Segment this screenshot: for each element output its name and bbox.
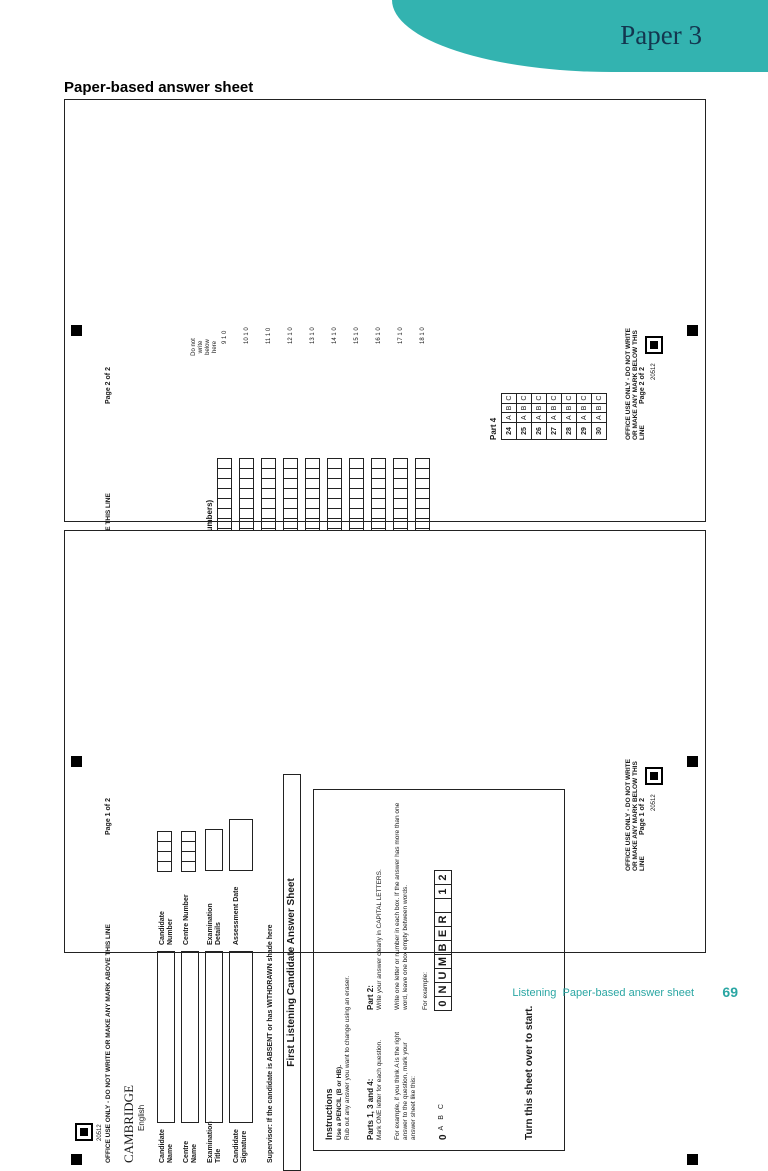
score-lozenge: 16 1 0	[375, 327, 382, 344]
letter-box[interactable]	[393, 518, 408, 529]
letter-box[interactable]	[305, 508, 320, 519]
example-letter-box: M	[434, 954, 452, 969]
letter-box[interactable]	[261, 498, 276, 509]
page-number: 69	[722, 984, 738, 1000]
example-letter-box: B	[434, 940, 452, 955]
letter-box[interactable]	[415, 508, 430, 519]
cambridge-logo: CAMBRIDGE	[121, 1084, 136, 1163]
score-lozenge: 10 1 0	[243, 327, 250, 344]
example-letter-box: 1	[434, 884, 452, 899]
letter-box[interactable]	[217, 508, 232, 519]
letter-box[interactable]	[239, 488, 254, 499]
letter-box[interactable]	[371, 498, 386, 509]
letter-box[interactable]	[305, 478, 320, 489]
corner-mark	[71, 756, 82, 767]
letter-box[interactable]	[371, 468, 386, 479]
example-letter-box: 0	[434, 996, 452, 1011]
candidate-name-label: Candidate Name	[159, 1129, 174, 1163]
letter-box[interactable]	[261, 468, 276, 479]
letter-box[interactable]	[261, 458, 276, 469]
candidate-number-label: Candidate Number	[159, 911, 174, 945]
centre-name-label: Centre Name	[183, 1140, 198, 1163]
letter-box[interactable]	[239, 468, 254, 479]
letter-box[interactable]	[283, 498, 298, 509]
letter-box[interactable]	[217, 468, 232, 479]
office-use-top: OFFICE USE ONLY - DO NOT WRITE OR MAKE ANY MARK ABOVE THIS LINE	[105, 924, 112, 1163]
letter-box[interactable]	[415, 458, 430, 469]
letter-box[interactable]	[371, 488, 386, 499]
sheet-code-bottom: 20512	[651, 363, 657, 380]
score-lozenge: 13 1 0	[309, 327, 316, 344]
letter-box[interactable]	[261, 518, 276, 529]
instruction-eraser: Rub out any answer you want to change using an eraser.	[344, 975, 351, 1140]
turn-over-text: Turn this sheet over to start.	[524, 1005, 535, 1140]
letter-box[interactable]	[393, 498, 408, 509]
office-use-bottom: OFFICE USE ONLY - DO NOT WRITE OR MAKE ANY MARK BELOW THIS LINE	[625, 328, 646, 440]
candidate-signature-field[interactable]	[229, 951, 253, 1123]
letter-box[interactable]	[217, 518, 232, 529]
example-lozenges	[438, 1098, 449, 1140]
letter-box[interactable]	[393, 458, 408, 469]
letter-box[interactable]	[239, 518, 254, 529]
sheet-title: First Listening Candidate Answer Sheet	[283, 774, 301, 1171]
letter-box[interactable]	[261, 478, 276, 489]
instructions-box	[313, 789, 565, 1151]
instruction-pencil: Use a PENCIL (B or HB).	[336, 1064, 343, 1140]
corner-mark	[687, 1154, 698, 1165]
letter-box[interactable]	[283, 468, 298, 479]
letter-box[interactable]	[349, 478, 364, 489]
letter-box[interactable]	[327, 518, 342, 529]
letter-box[interactable]	[239, 508, 254, 519]
section-heading: Paper-based answer sheet	[64, 79, 254, 96]
part-4-grid: 24 A B C 25 A B C 26 A B C 27 A B C 28 A B C 29 A B C 30 A B C	[501, 393, 607, 440]
candidate-name-field[interactable]	[157, 951, 175, 1123]
letter-box[interactable]	[349, 498, 364, 509]
score-lozenge: 12 1 0	[287, 327, 294, 344]
instructions-heading: Instructions	[324, 1088, 334, 1140]
exam-details-field[interactable]	[205, 829, 223, 871]
part-4-label: Part 4	[489, 417, 498, 440]
example-letter-box: N	[434, 982, 452, 997]
letter-box[interactable]	[327, 488, 342, 499]
letter-box[interactable]	[327, 498, 342, 509]
letter-box[interactable]	[349, 488, 364, 499]
letter-box[interactable]	[217, 498, 232, 509]
footer-text: Listening Paper-based answer sheet	[512, 987, 694, 999]
corner-mark	[71, 325, 82, 336]
letter-box[interactable]	[349, 518, 364, 529]
qr-code-icon	[645, 336, 663, 354]
letter-box[interactable]	[371, 508, 386, 519]
corner-mark	[687, 756, 698, 767]
parts-134-text2: For example, if you think A is the right answer to the question, mark your answer sheet like this:	[394, 1031, 417, 1140]
parts-134-heading: Parts 1, 3 and 4:	[366, 1078, 375, 1140]
example-letter-box: E	[434, 926, 452, 941]
letter-box[interactable]	[217, 478, 232, 489]
exam-title-field[interactable]	[205, 951, 223, 1123]
score-lozenge: 9 1 0	[221, 330, 228, 344]
letter-box[interactable]	[261, 508, 276, 519]
letter-box[interactable]	[327, 468, 342, 479]
letter-box[interactable]	[305, 468, 320, 479]
letter-box[interactable]	[393, 478, 408, 489]
letter-box[interactable]	[371, 458, 386, 469]
letter-box[interactable]	[327, 478, 342, 489]
do-not-write-note: Do not write below here	[191, 338, 218, 356]
letter-box[interactable]	[283, 458, 298, 469]
assessment-date-field[interactable]	[229, 819, 253, 871]
for-example-label: For example:	[422, 972, 429, 1010]
score-lozenge: 11 1 0	[265, 327, 272, 344]
assessment-date-label: Assessment Date	[233, 886, 240, 945]
letter-box[interactable]	[371, 478, 386, 489]
corner-mark	[71, 1154, 82, 1165]
supervisor-note: Supervisor: If the candidate is ABSENT or has WITHDRAWN shade here	[267, 924, 274, 1163]
page-indicator-bottom: Page 1 of 2	[639, 798, 646, 835]
example-word-boxes	[434, 870, 452, 1010]
letter-box[interactable]	[415, 468, 430, 479]
sheet-code: 20512	[97, 1124, 103, 1141]
cambridge-logo-sub: English	[137, 1104, 146, 1131]
letter-box[interactable]	[239, 498, 254, 509]
letter-box[interactable]	[283, 478, 298, 489]
letter-box[interactable]	[283, 508, 298, 519]
example-option: A	[438, 1125, 445, 1131]
sheet-1-rotated	[65, 750, 705, 1171]
example-option: B	[438, 1115, 445, 1120]
example-letter-box	[434, 898, 452, 913]
letter-box[interactable]	[305, 518, 320, 529]
sheet-code-bottom: 20512	[651, 794, 657, 811]
letter-box[interactable]	[349, 458, 364, 469]
exam-details-label: Examination Details	[207, 903, 222, 945]
header-tab	[392, 0, 768, 72]
score-lozenge: 18 1 0	[419, 327, 426, 344]
letter-box[interactable]	[283, 488, 298, 499]
letter-box[interactable]	[393, 468, 408, 479]
score-lozenge: 17 1 0	[397, 327, 404, 344]
exam-title-label: Examination Title	[207, 1121, 222, 1163]
letter-box[interactable]	[217, 488, 232, 499]
answer-sheet-page-2	[64, 99, 706, 522]
letter-box[interactable]	[239, 478, 254, 489]
letter-box[interactable]	[415, 478, 430, 489]
example-letter-box: U	[434, 968, 452, 983]
letter-box[interactable]	[349, 508, 364, 519]
part-2-text1: Write your answer clearly in CAPITAL LETTERS.	[376, 869, 383, 1010]
centre-number-label: Centre Number	[183, 894, 190, 945]
candidate-signature-label: Candidate Signature	[233, 1129, 248, 1163]
centre-name-field[interactable]	[181, 951, 199, 1123]
score-lozenge: 15 1 0	[353, 327, 360, 344]
example-option: C	[438, 1104, 445, 1110]
page-indicator-bottom: Page 2 of 2	[639, 367, 646, 404]
letter-box[interactable]	[415, 498, 430, 509]
letter-box[interactable]	[239, 458, 254, 469]
page-title: Paper 3	[620, 20, 702, 50]
example-letter-box: 2	[434, 870, 452, 885]
page-indicator: Page 1 of 2	[105, 798, 112, 835]
letter-box[interactable]	[305, 458, 320, 469]
letter-box[interactable]	[217, 458, 232, 469]
letter-box[interactable]	[415, 488, 430, 499]
candidate-number-boxes[interactable]	[157, 831, 172, 871]
letter-box[interactable]	[371, 518, 386, 529]
letter-box[interactable]	[327, 508, 342, 519]
parts-134-text1: Mark ONE letter for each question.	[376, 1039, 383, 1140]
example-question-number: 0	[438, 1134, 449, 1140]
letter-box[interactable]	[261, 488, 276, 499]
office-use-bottom: OFFICE USE ONLY - DO NOT WRITE OR MAKE ANY MARK BELOW THIS LINE	[625, 759, 646, 871]
letter-box[interactable]	[305, 498, 320, 509]
letter-box[interactable]	[393, 488, 408, 499]
qr-code-icon	[75, 1123, 93, 1141]
centre-number-boxes[interactable]	[181, 831, 196, 871]
letter-box[interactable]	[327, 458, 342, 469]
score-lozenge: 14 1 0	[331, 327, 338, 344]
part-2-heading: Part 2:	[366, 985, 375, 1010]
page-indicator: Page 2 of 2	[105, 367, 112, 404]
letter-box[interactable]	[305, 488, 320, 499]
qr-code-icon	[645, 767, 663, 785]
example-letter-box: R	[434, 912, 452, 927]
letter-box[interactable]	[349, 468, 364, 479]
letter-box[interactable]	[415, 518, 430, 529]
letter-box[interactable]	[393, 508, 408, 519]
letter-box[interactable]	[283, 518, 298, 529]
part-2-text2: Write one letter or number in each box. If the answer has more than one word, leave one box empty between words.	[394, 802, 409, 1010]
corner-mark	[687, 325, 698, 336]
